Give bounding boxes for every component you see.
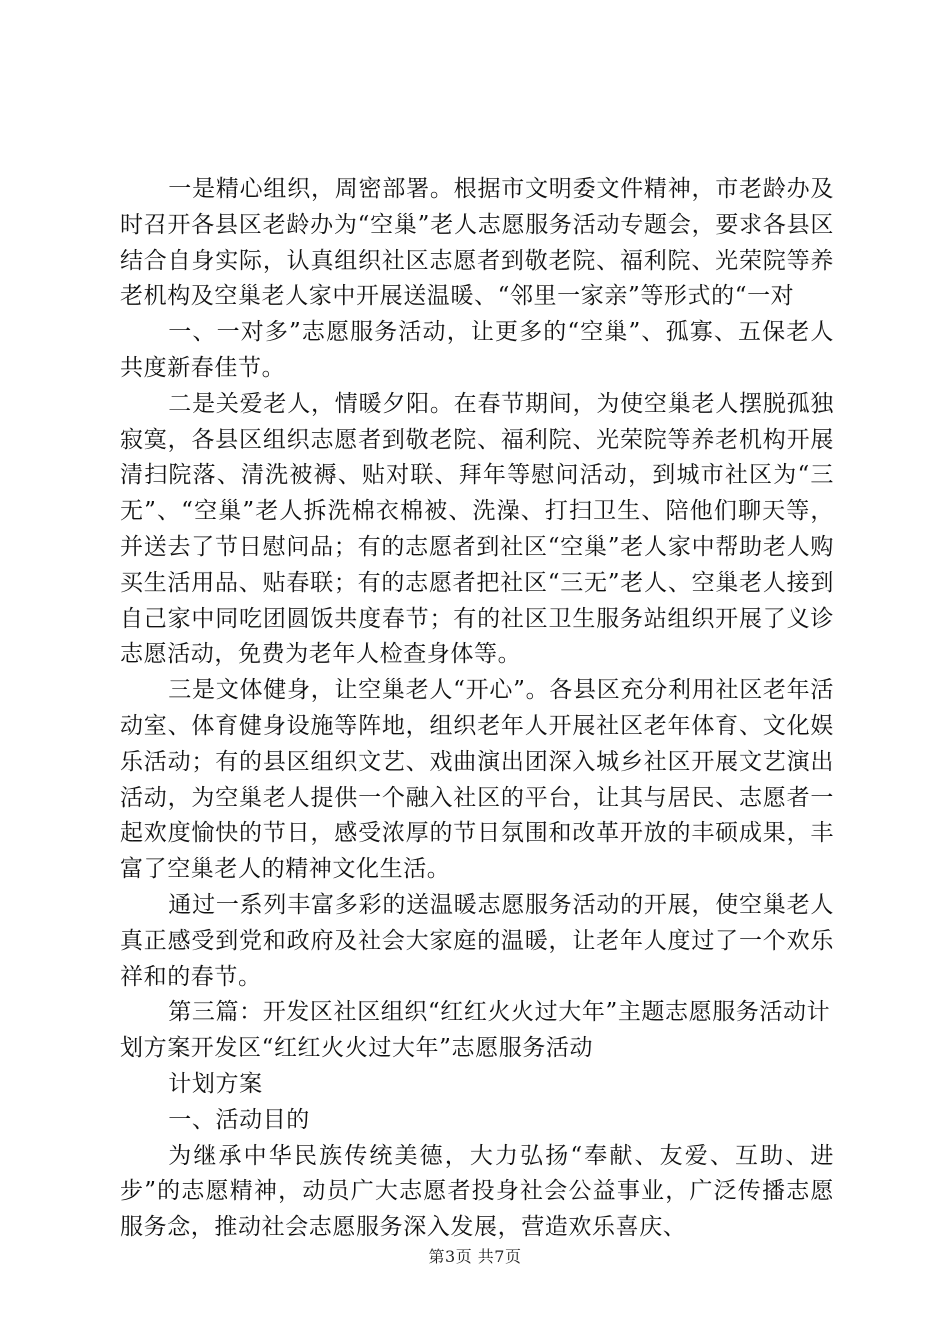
document-body	[120, 172, 834, 1246]
paragraph-care-elderly: 二是关爱老人，情暖夕阳。在春节期间，为使空巢老人摆脱孤独寂寞，各县区组织志愿者到敬老院、福利院、光荣院等养老机构开展清扫院落、清洗被褥、贴对联、拜年等慰问活动，到城市社区为“三无”、“空巢”老人拆洗棉衣棉被、洗澡、打扫卫生、陪他们聊天等，并送去了节日慰问品；有的志愿者到社区“空巢”老人家中帮助老人购买生活用品、贴春联；有的志愿者把社区“三无”老人、空巢老人接到自己家中同吃团圆饭共度春节；有的社区卫生服务站组织开展了义诊志愿活动，免费为老年人检查身体等。	[120, 390, 834, 668]
paragraph-organize: 一是精心组织，周密部署。根据市文明委文件精神，市老龄办及时召开各县区老龄办为“空巢”老人志愿服务活动专题会，要求各县区结合自身实际，认真组织社区志愿者到敬老院、福利院、光荣院等养老机构及空巢老人家中开展送温暖、“邻里一家亲”等形式的“一对	[120, 176, 834, 310]
section-subtitle-plan: 计划方案	[168, 1070, 263, 1097]
heading-activity-purpose: 一、活动目的	[168, 1106, 310, 1133]
page-number-footer: 第3页 共7页	[428, 1247, 522, 1266]
section-title-part-three: 第三篇：开发区社区组织“红红火火过大年”主题志愿服务活动计划方案开发区“红红火火过大年”志愿服务活动	[120, 999, 831, 1062]
paragraph-conclusion: 通过一系列丰富多彩的送温暖志愿服务活动的开展，使空巢老人真正感受到党和政府及社会大家庭的温暖，让老年人度过了一个欢乐祥和的春节。	[120, 891, 834, 990]
paragraph-culture-fitness: 三是文体健身，让空巢老人“开心”。各县区充分利用社区老年活动室、体育健身设施等阵地，组织老年人开展社区老年体育、文化娱乐活动；有的县区组织文艺、戏曲演出团深入城乡社区开展文艺演出活动，为空巢老人提供一个融入社区的平台，让其与居民、志愿者一起欢度愉快的节日，感受浓厚的节日氛围和改革开放的丰硕成果，丰富了空巢老人的精神文化生活。	[120, 677, 834, 883]
paragraph-one-to-many: 一、一对多”志愿服务活动，让更多的“空巢”、孤寡、五保老人共度新春佳节。	[120, 319, 834, 381]
paragraph-purpose: 为继承中华民族传统美德，大力弘扬“奉献、友爱、互助、进步”的志愿精神，动员广大志愿者投身社会公益事业，广泛传播志愿服务念，推动社会志愿服务深入发展，营造欢乐喜庆、	[120, 1142, 834, 1241]
